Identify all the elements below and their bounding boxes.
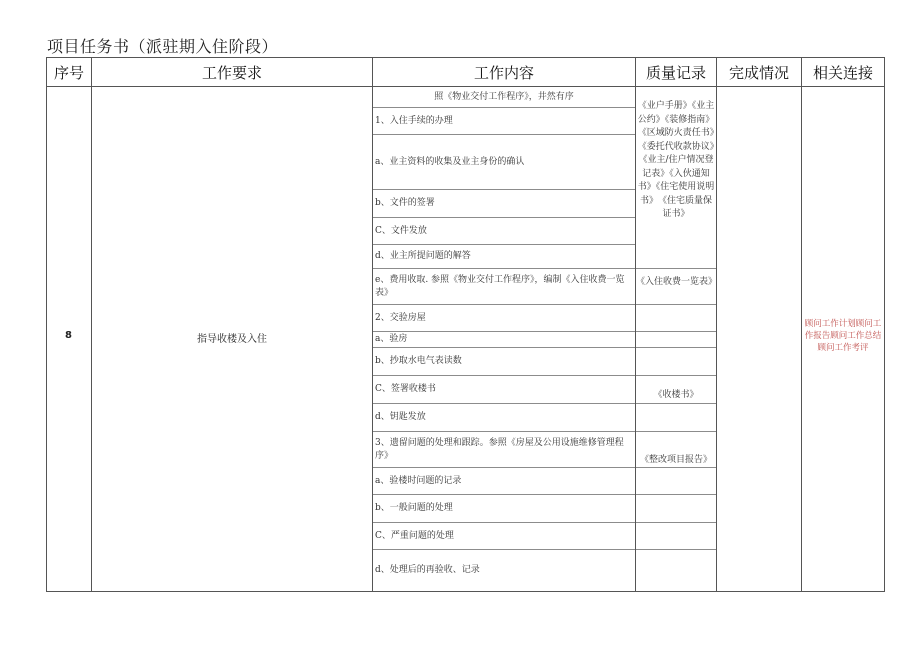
content-item: b、文件的签署 <box>375 198 435 208</box>
header-quality: 质量记录 <box>645 63 706 82</box>
content-item: C、严重问题的处理 <box>375 530 454 541</box>
quality-record-group: 《收楼书》 <box>653 390 699 400</box>
content-item: a、验房 <box>375 334 408 344</box>
content-item: b、一般问题的处理 <box>375 503 453 513</box>
content-item: 2、交验房屋 <box>375 312 426 323</box>
page-title: 项目任务书（派驻期入住阶段） <box>47 37 279 56</box>
row-seq: 8 <box>65 330 72 341</box>
row-requirement: 指导收楼及入住 <box>197 334 267 345</box>
content-item: C、文件发放 <box>375 225 427 236</box>
content-item: a、业主资料的收集及业主身份的确认 <box>375 156 525 167</box>
content-item: 照《物业交付工作程序》，井然有序 <box>434 92 574 102</box>
content-item: b、抄取水电气表读数 <box>375 356 462 366</box>
header-completion: 完成情况 <box>728 63 789 82</box>
content-item: d、业主所提问题的解答 <box>375 251 471 261</box>
content-item: e、费用收取. 参照《物业交付工作程序》，编制《入住收费一览表》 <box>375 274 625 298</box>
header-requirement: 工作要求 <box>201 63 262 82</box>
quality-record-group: 《入住收费一览表》 <box>636 277 718 287</box>
header-content: 工作内容 <box>473 63 534 82</box>
related-links: 顾问工作计划顾问工作报告顾问工作总结顾问工作考评 <box>804 319 882 353</box>
content-item: 3、遗留问题的处理和跟踪。参照《房屋及公用设施维修管理程序》 <box>375 437 624 461</box>
content-item: d、处理后的再验收、记录 <box>375 565 480 575</box>
header-seq: 序号 <box>53 63 84 82</box>
header-links: 相关连接 <box>812 63 873 82</box>
content-item: a、验楼时问题的记录 <box>375 475 462 486</box>
quality-record-group: 《整改项目报告》 <box>639 455 712 465</box>
quality-record-group: 《业户手册》《业主公约》《装修指南》《区域防火责任书》《委托代收款协议》《业主/住户情况登记表》《入伙通知书》《住宅使用说明书》 《住宅质量保证书》 <box>637 101 715 219</box>
content-item: 1、入住手续的办理 <box>375 115 453 126</box>
content-item: C、签署收楼书 <box>375 384 436 394</box>
content-item: d、钥匙发放 <box>375 412 426 422</box>
